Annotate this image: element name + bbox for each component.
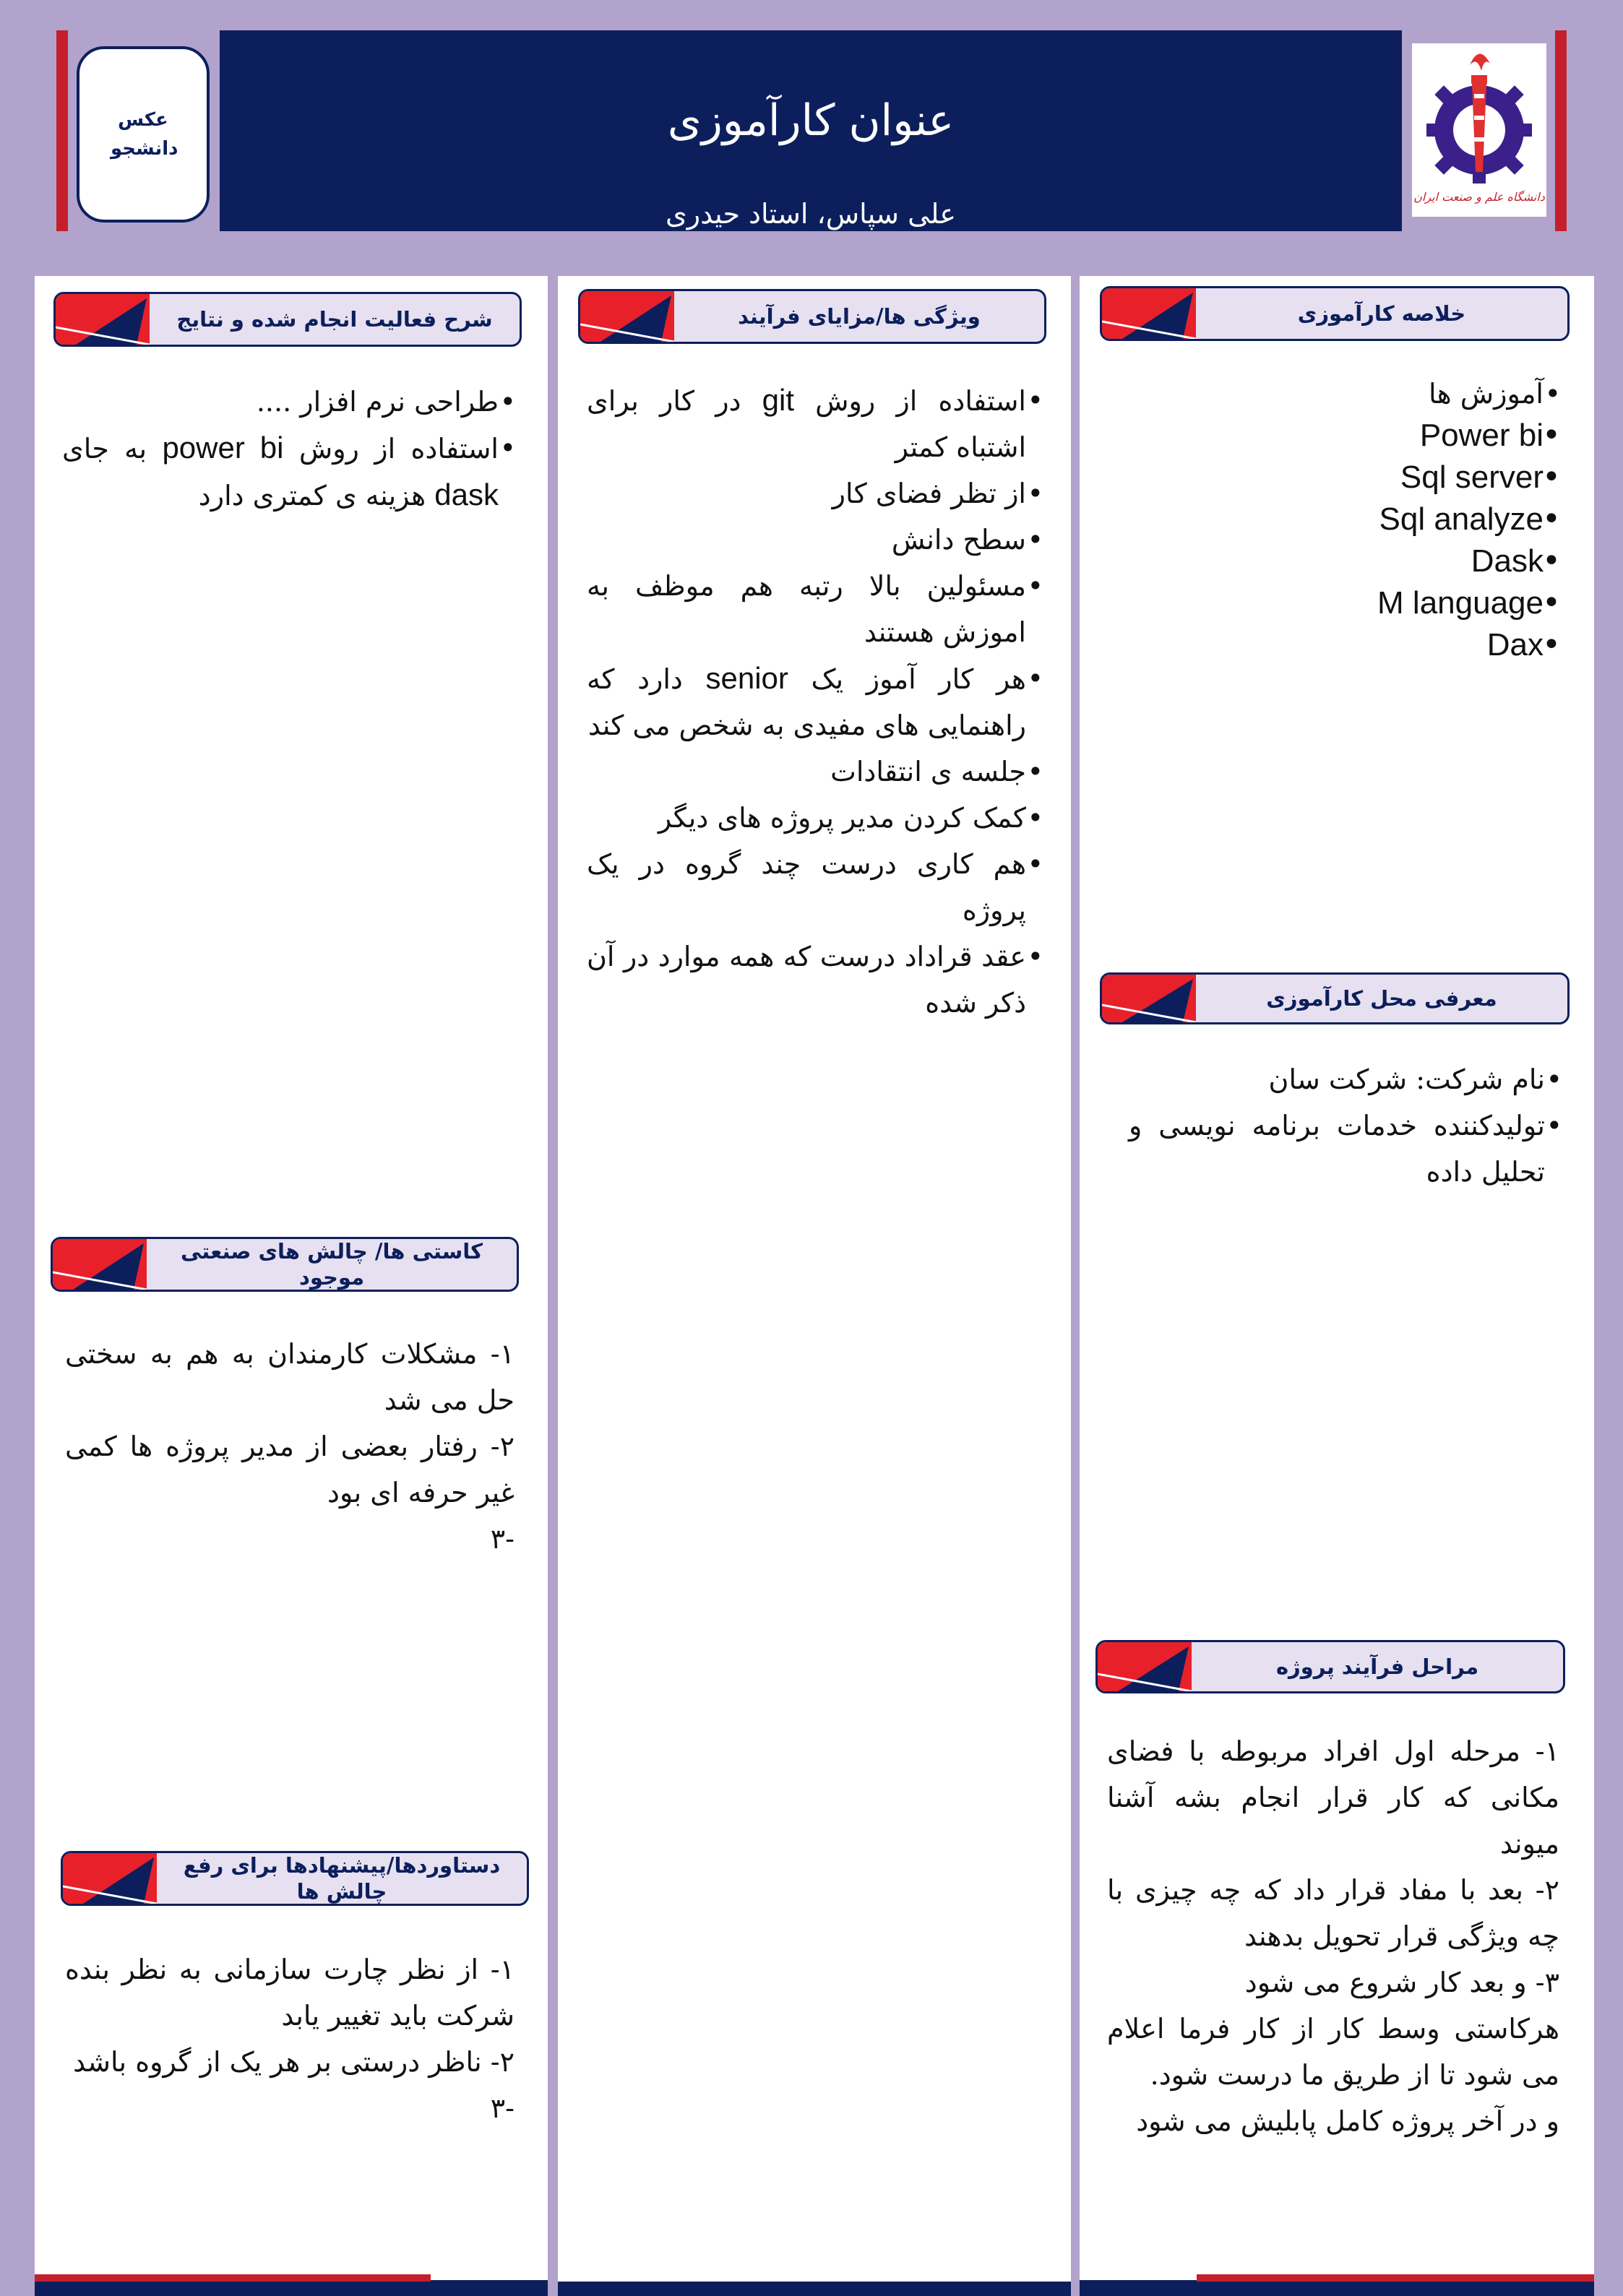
activities-title: شرح فعالیت انجام شده و نتایج xyxy=(176,307,493,332)
feature-text: هر کار آموز یک xyxy=(811,663,1026,695)
right-bottom-strip xyxy=(1080,2280,1594,2296)
achievement-line: ۲- ناظر درستی بر هر یک از گروه باشد xyxy=(73,2046,515,2078)
middle-bottom-strip xyxy=(558,2282,1071,2296)
left-bottom-strip xyxy=(35,2280,548,2296)
achievements-text xyxy=(65,1946,515,2131)
challenge-line: ۲- رفتار بعضی از مدیر پروژه ها کمی غیر حرفه ای بود xyxy=(65,1430,515,1509)
stage-line: و در آخر پروژه کامل پابلیش می شود xyxy=(1136,2105,1559,2137)
list-item: • جلسه ی انتقادات xyxy=(587,748,1043,795)
corner-flag-icon xyxy=(580,291,674,342)
header-right-accent-bar xyxy=(1555,30,1567,231)
stage-line: هرکاستی وسط کار از کار فرما اعلام می شود تا از طریق ما درست شود. xyxy=(1107,2013,1559,2091)
feature-text: استفاده از روش xyxy=(815,385,1026,417)
section-header-achievements xyxy=(61,1851,529,1906)
challenge-line: -۳ xyxy=(490,1523,515,1555)
achievements-title: دستاوردها/پیشنهادها برای رفع چالش ها xyxy=(183,1853,501,1904)
list-item xyxy=(587,655,1043,748)
list-item: • عقد قراداد درست که همه موارد در آن ذکر شده xyxy=(587,933,1043,1026)
corner-flag-icon xyxy=(1098,1642,1192,1691)
activity-text: به جای xyxy=(62,433,147,465)
corner-flag-icon xyxy=(1102,288,1196,339)
corner-flag-icon xyxy=(56,294,150,345)
corner-flag-icon xyxy=(1102,975,1196,1022)
features-title: ویژگی ها/مزایای فرآیند xyxy=(738,304,981,329)
list-item: • Dask xyxy=(1301,540,1561,582)
achievement-line: ۱- از نظر چارت سازمانی به نظر بنده شرکت باید تغییر یابد xyxy=(65,1954,515,2032)
powerbi-term: power bi xyxy=(162,431,284,465)
stage-line: ۱- مرحله اول افراد مربوطه با فضای مکانی که کار قرار انجام بشه آشنا میوند xyxy=(1107,1735,1559,1860)
list-item: • Sql analyze xyxy=(1301,499,1561,540)
title-banner xyxy=(220,30,1402,231)
section-header-features xyxy=(578,289,1046,344)
list-item: • Power bi xyxy=(1301,415,1561,457)
list-item: • کمک کردن مدیر پروژه های دیگر xyxy=(587,795,1043,841)
list-item: • سطح دانش xyxy=(587,517,1043,563)
gear-torch-logo-icon xyxy=(1412,43,1546,217)
list-item: • آموزش ها xyxy=(1301,373,1561,415)
activity-text: استفاده از روش xyxy=(298,433,499,465)
section-header-company xyxy=(1100,972,1570,1024)
challenges-title: کاستی ها/ چالش های صنعتی موجود xyxy=(180,1239,483,1290)
challenges-text xyxy=(65,1331,515,1562)
summary-list xyxy=(1301,373,1561,666)
list-item: • طراحی نرم افزار .... xyxy=(62,379,516,425)
internship-title: عنوان کارآموزی xyxy=(667,95,955,146)
stages-text xyxy=(1107,1728,1559,2144)
author-line: علی سپاس، استاد حیدری xyxy=(665,198,957,230)
left-bottom-red-strip xyxy=(35,2274,431,2282)
stage-line: ۲- بعد با مفاد قرار داد که چه چیزی با چه ویژگی قرار تحویل بدهند xyxy=(1107,1874,1559,1952)
student-photo-placeholder xyxy=(77,46,210,223)
feature-text: دارد که راهنمایی های مفیدی به شخص می کند xyxy=(587,663,1026,741)
header-left-accent-bar xyxy=(56,30,68,231)
university-logo xyxy=(1412,43,1546,217)
challenge-line: ۱- مشکلات کارمندان به هم به سختی حل می شد xyxy=(65,1338,515,1416)
list-item: • M language xyxy=(1301,582,1561,624)
list-item: • از تظر فضای کار xyxy=(587,470,1043,517)
list-item xyxy=(587,377,1043,470)
list-item: • Dax xyxy=(1301,624,1561,666)
section-header-stages xyxy=(1095,1640,1565,1693)
summary-title: خلاصه کارآموزی xyxy=(1297,301,1466,326)
features-list xyxy=(587,377,1043,1026)
dask-term: dask xyxy=(434,478,499,512)
achievement-line: -۳ xyxy=(490,2092,515,2124)
activity-text: هزینه ی کمتری دارد xyxy=(198,480,426,512)
list-item: • تولیدکننده خدمات برنامه نویسی و تحلیل داده xyxy=(1107,1102,1562,1195)
company-title: معرفی محل کارآموزی xyxy=(1266,986,1497,1011)
svg-text:دانشگاه علم و صنعت ایران: دانشگاه علم و صنعت ایران xyxy=(1413,190,1545,204)
list-item: • نام شرکت: شرکت سان xyxy=(1107,1056,1562,1102)
list-item: • هم کاری درست چند گروه در یک پروژه xyxy=(587,841,1043,933)
senior-term: senior xyxy=(705,661,788,695)
feature-text: در کار برای اشتباه کمتر xyxy=(587,385,1026,463)
section-header-challenges xyxy=(51,1237,519,1292)
activities-list xyxy=(62,379,516,519)
git-term: git xyxy=(762,383,794,417)
corner-flag-icon xyxy=(63,1853,157,1904)
corner-flag-icon xyxy=(53,1239,147,1290)
list-item: • مسئولین بالا رتبه هم موظف به اموزش هستند xyxy=(587,563,1043,655)
list-item: • Sql server xyxy=(1301,457,1561,499)
right-bottom-red-strip xyxy=(1197,2274,1594,2282)
section-header-activities xyxy=(53,292,522,347)
section-header-summary xyxy=(1100,286,1570,341)
list-item xyxy=(62,425,516,519)
stages-title: مراحل فرآیند پروژه xyxy=(1275,1654,1479,1679)
student-photo-label: عکس دانشجو xyxy=(111,109,178,160)
stage-line: ۳- و بعد کار شروع می شود xyxy=(1244,1967,1559,1998)
company-list xyxy=(1107,1056,1562,1195)
